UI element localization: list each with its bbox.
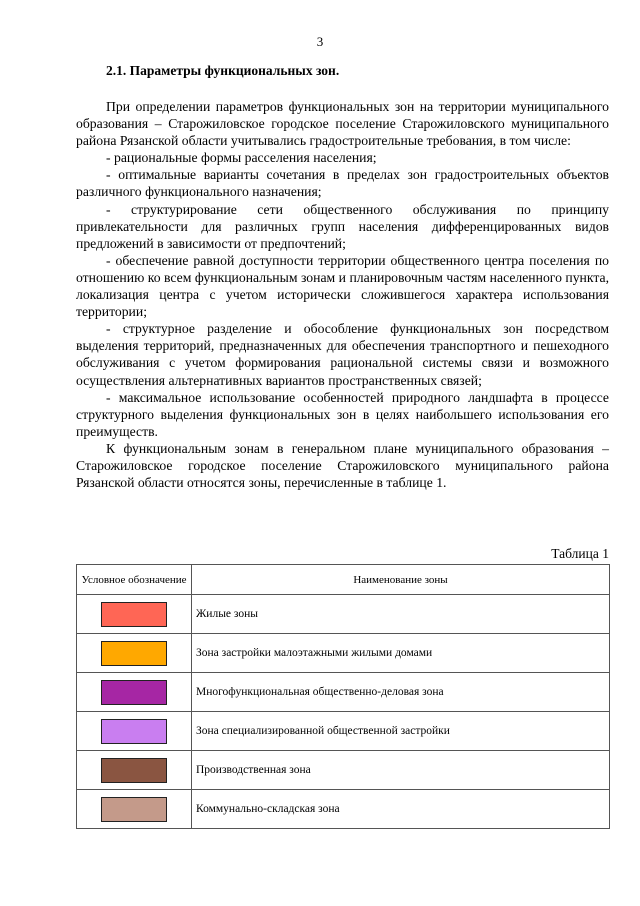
header-symbol: Условное обозначение xyxy=(77,565,192,595)
paragraph-item: - рациональные формы расселения населения; xyxy=(106,150,377,166)
symbol-cell xyxy=(77,673,192,712)
zone-name: Зона специализированной общественной застройки xyxy=(192,712,610,751)
page-number: 3 xyxy=(316,34,324,49)
paragraph-item: - максимальное использование особенностей природного ландшафта в процессе структурного выделения функциональных зон в целях наибольшего использования его преимуществ. xyxy=(76,389,609,439)
zone-name: Производственная зона xyxy=(192,751,610,790)
table-row xyxy=(77,751,610,790)
symbol-cell xyxy=(77,751,192,790)
zone-name: Зона застройки малоэтажными жилыми домами xyxy=(192,634,610,673)
color-swatch xyxy=(101,719,167,744)
symbol-cell xyxy=(77,712,192,751)
paragraph-item: - оптимальные варианты сочетания в пределах зон градостроительных объектов различного функционального назначения; xyxy=(76,167,609,200)
symbol-cell xyxy=(77,595,192,634)
zones-legend-table xyxy=(76,564,610,829)
paragraph-item: - обеспечение равной доступности территории общественного центра поселения по отношению ко всем функциональным зонам и планировочным частям населенного пункта, локализация центра с учетом исторически сложившегося характера использования территории; xyxy=(76,252,609,320)
zone-name: Коммунально-складская зона xyxy=(192,790,610,829)
header-zone-name: Наименование зоны xyxy=(192,565,610,595)
zone-name: Многофункциональная общественно-деловая зона xyxy=(192,673,610,712)
table-row xyxy=(77,790,610,829)
section-heading: 2.1. Параметры функциональных зон. xyxy=(106,63,340,78)
body-text xyxy=(76,98,609,491)
paragraph-item: - структурное разделение и обособление функциональных зон посредством выделения территорий, предназначенных для обеспечения транспортного и пешеходного обслуживания с учетом формирования рациональной системы связи и возможного осуществления альтернативных вариантов пространственных связей; xyxy=(76,321,609,388)
color-swatch xyxy=(101,797,167,822)
table-caption: Таблица 1 xyxy=(551,546,609,561)
color-swatch xyxy=(101,602,167,627)
table-row xyxy=(77,595,610,634)
symbol-cell xyxy=(77,634,192,673)
color-swatch xyxy=(101,641,167,666)
table-header-row xyxy=(77,565,610,595)
symbol-cell xyxy=(77,790,192,829)
table-row xyxy=(77,712,610,751)
paragraph-intro: При определении параметров функциональных зон на территории муниципального образования – Старожиловское городское поселение Старожиловского муниципального района Рязанской области учитывались градостроительные требования, в том числе: xyxy=(76,99,609,149)
zone-name: Жилые зоны xyxy=(192,595,610,634)
color-swatch xyxy=(101,680,167,705)
paragraph-conclusion: К функциональным зонам в генеральном плане муниципального образования – Старожиловское городское поселение Старожиловского муниципального района Рязанской области относятся зоны, перечисленные в таблице 1. xyxy=(76,440,609,491)
color-swatch xyxy=(101,758,167,783)
table-row xyxy=(77,634,610,673)
paragraph-item: - структурирование сети общественного обслуживания по принципу привлекательности для различных групп населения дифференцированных видов предложений в зависимости от предпочтений; xyxy=(76,201,609,251)
table-row xyxy=(77,673,610,712)
